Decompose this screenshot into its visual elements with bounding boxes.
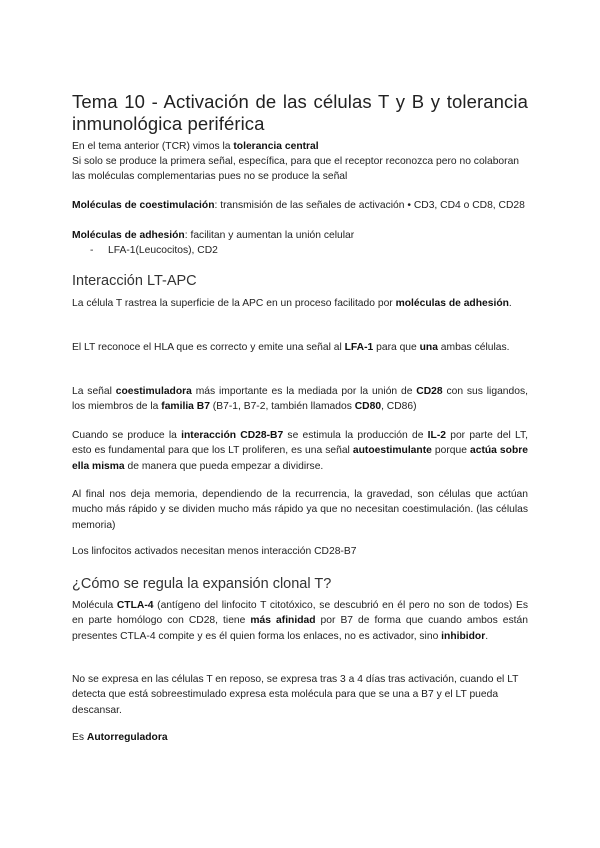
intro-line-2: Si solo se produce la primera señal, específica, para que el receptor reconozca pero no colaboran las moléculas complementarias pues no se produce la señal [72,156,520,183]
bullet-item: LFA-1(Leucocitos), CD2 [108,245,218,256]
s1-paragraph-1: La célula T rastrea la superficie de la APC en un proceso facilitado por moléculas de adhesión. [72,298,512,309]
coestimulation-paragraph: Moléculas de coestimulación: transmisión de las señales de activación • CD3, CD4 o CD8, CD28 [72,200,525,211]
adhesion-paragraph: Moléculas de adhesión: facilitan y aumentan la unión celular [72,230,355,241]
s1-paragraph-6: Los linfocitos activados necesitan menos interacción CD28-B7 [72,546,357,557]
s1-paragraph-3: La señal coestimuladora más importante es la mediada por la unión de CD28 con sus ligandos, los miembros de la familia B7 (B7-1, B7-2, también llamados CD80, CD86) [72,386,528,413]
section-heading-interaccion: Interacción LT-APC [72,273,197,289]
intro-line-1: En el tema anterior (TCR) vimos la tolerancia central [72,141,319,152]
s1-paragraph-2: El LT reconoce el HLA que es correcto y emite una señal al LFA-1 para que una ambas células. [72,342,510,353]
s2-paragraph-2: No se expresa en las células T en reposo, se expresa tras 3 a 4 días tras activación, cuando el LT detecta que está sobreestimulado expresa esta molécula para que se una a B7 y el LT pueda descansar. [72,674,519,716]
s1-paragraph-5: Al final nos deja memoria, dependiendo de la recurrencia, la gravedad, son células que actúan mucho más rápido y se dividen mucho más rápido ya que no necesitan coestimulación. (las células memoria) [72,489,528,531]
s2-paragraph-3: Es Autorreguladora [72,732,168,743]
page-title: Tema 10 - Activación de las células T y B y tolerancia inmunológica periférica [72,91,528,134]
s1-paragraph-4: Cuando se produce la interacción CD28-B7 se estimula la producción de IL-2 por parte del LT, esto es fundamental para que los LT proliferen, es una señal autoestimulante porque actúa sobre ella misma de manera que pueda empezar a dividirse. [72,430,528,472]
bullet-dash: - [90,245,94,256]
section-heading-expansion: ¿Cómo se regula la expansión clonal T? [72,576,332,592]
s2-paragraph-1: Molécula CTLA-4 (antígeno del linfocito T citotóxico, se descubrió en él pero no son de todos) Es en parte homólogo con CD28, tiene más afinidad por B7 de forma que cuando ambos están presentes CTLA-4 compite y es él quien forma los enlaces, no es activador, sino inhibidor. [72,600,528,642]
